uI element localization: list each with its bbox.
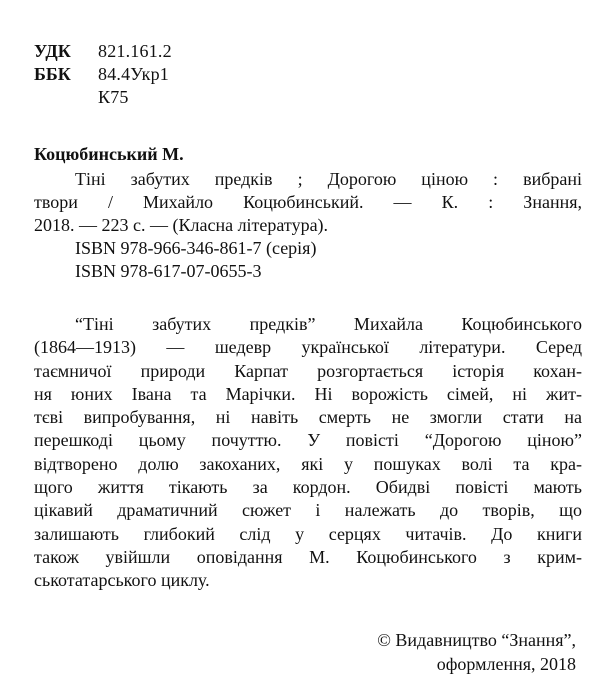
classification-value: 821.161.2 — [98, 41, 172, 61]
annotation-line: цікавий драматичний сюжет і належать до творів, що — [34, 500, 582, 521]
classification-label: УДК — [34, 41, 71, 61]
annotation-line: (1864—1913) — шедевр української літератури. Серед — [34, 337, 582, 358]
copyright-notice — [377, 628, 576, 676]
annotation-line: також увійшли оповідання М. Коцюбинського з крим- — [34, 546, 582, 567]
annotation-line: тєві випробування, ні навіть смерть не змогли стати на — [34, 407, 582, 428]
bibliographic-line: твори / Михайло Коцюбинський. — К. : Знання, — [34, 192, 582, 212]
bibliographic-line: Тіні забутих предків ; Дорогою ціною : вибрані — [75, 169, 582, 189]
bibliographic-description — [34, 168, 582, 283]
annotation-line: ня юних Івана та Марічки. Ні ворожість сімей, ні жит- — [34, 383, 582, 404]
annotation-line: таємничої природи Карпат розгортається історія кохан- — [34, 360, 582, 381]
annotation-line: залишають глибокий слід у серцях читачів. До книги — [34, 523, 582, 544]
annotation-line: ськотатарського циклу. — [34, 570, 210, 591]
author-heading: Коцюбинський М. — [34, 144, 184, 164]
annotation-line: щого життя тікають за кордон. Обидві повісті мають — [34, 477, 582, 498]
annotation-line: відтворено долю закоханих, які у пошуках волі та кра- — [34, 453, 582, 474]
annotation-line: перешкоді цьому почуттю. У повісті “Дорогою ціною” — [34, 430, 582, 451]
classification-row-author-mark — [34, 86, 172, 109]
copyright-publisher: © Видавництво “Знання”, — [377, 630, 576, 650]
classification-label — [34, 86, 98, 109]
isbn-series: ISBN 978-966-346-861-7 (серія) — [75, 238, 317, 258]
classification-value: 84.4Укр1 — [98, 64, 170, 84]
classification-value: К75 — [98, 87, 129, 107]
classification-label: ББК — [34, 64, 71, 84]
copyright-design-year: оформлення, 2018 — [436, 654, 576, 674]
bibliographic-line: 2018. — 223 с. — (Класна література). — [34, 215, 329, 235]
classification-row-udk — [34, 40, 172, 63]
isbn-book: ISBN 978-617-07-0655-3 — [75, 261, 262, 281]
classification-row-bbk — [34, 63, 172, 86]
classification-block — [34, 40, 172, 109]
annotation-paragraph — [34, 313, 582, 593]
annotation-line: “Тіні забутих предків” Михайла Коцюбинського — [75, 314, 582, 334]
